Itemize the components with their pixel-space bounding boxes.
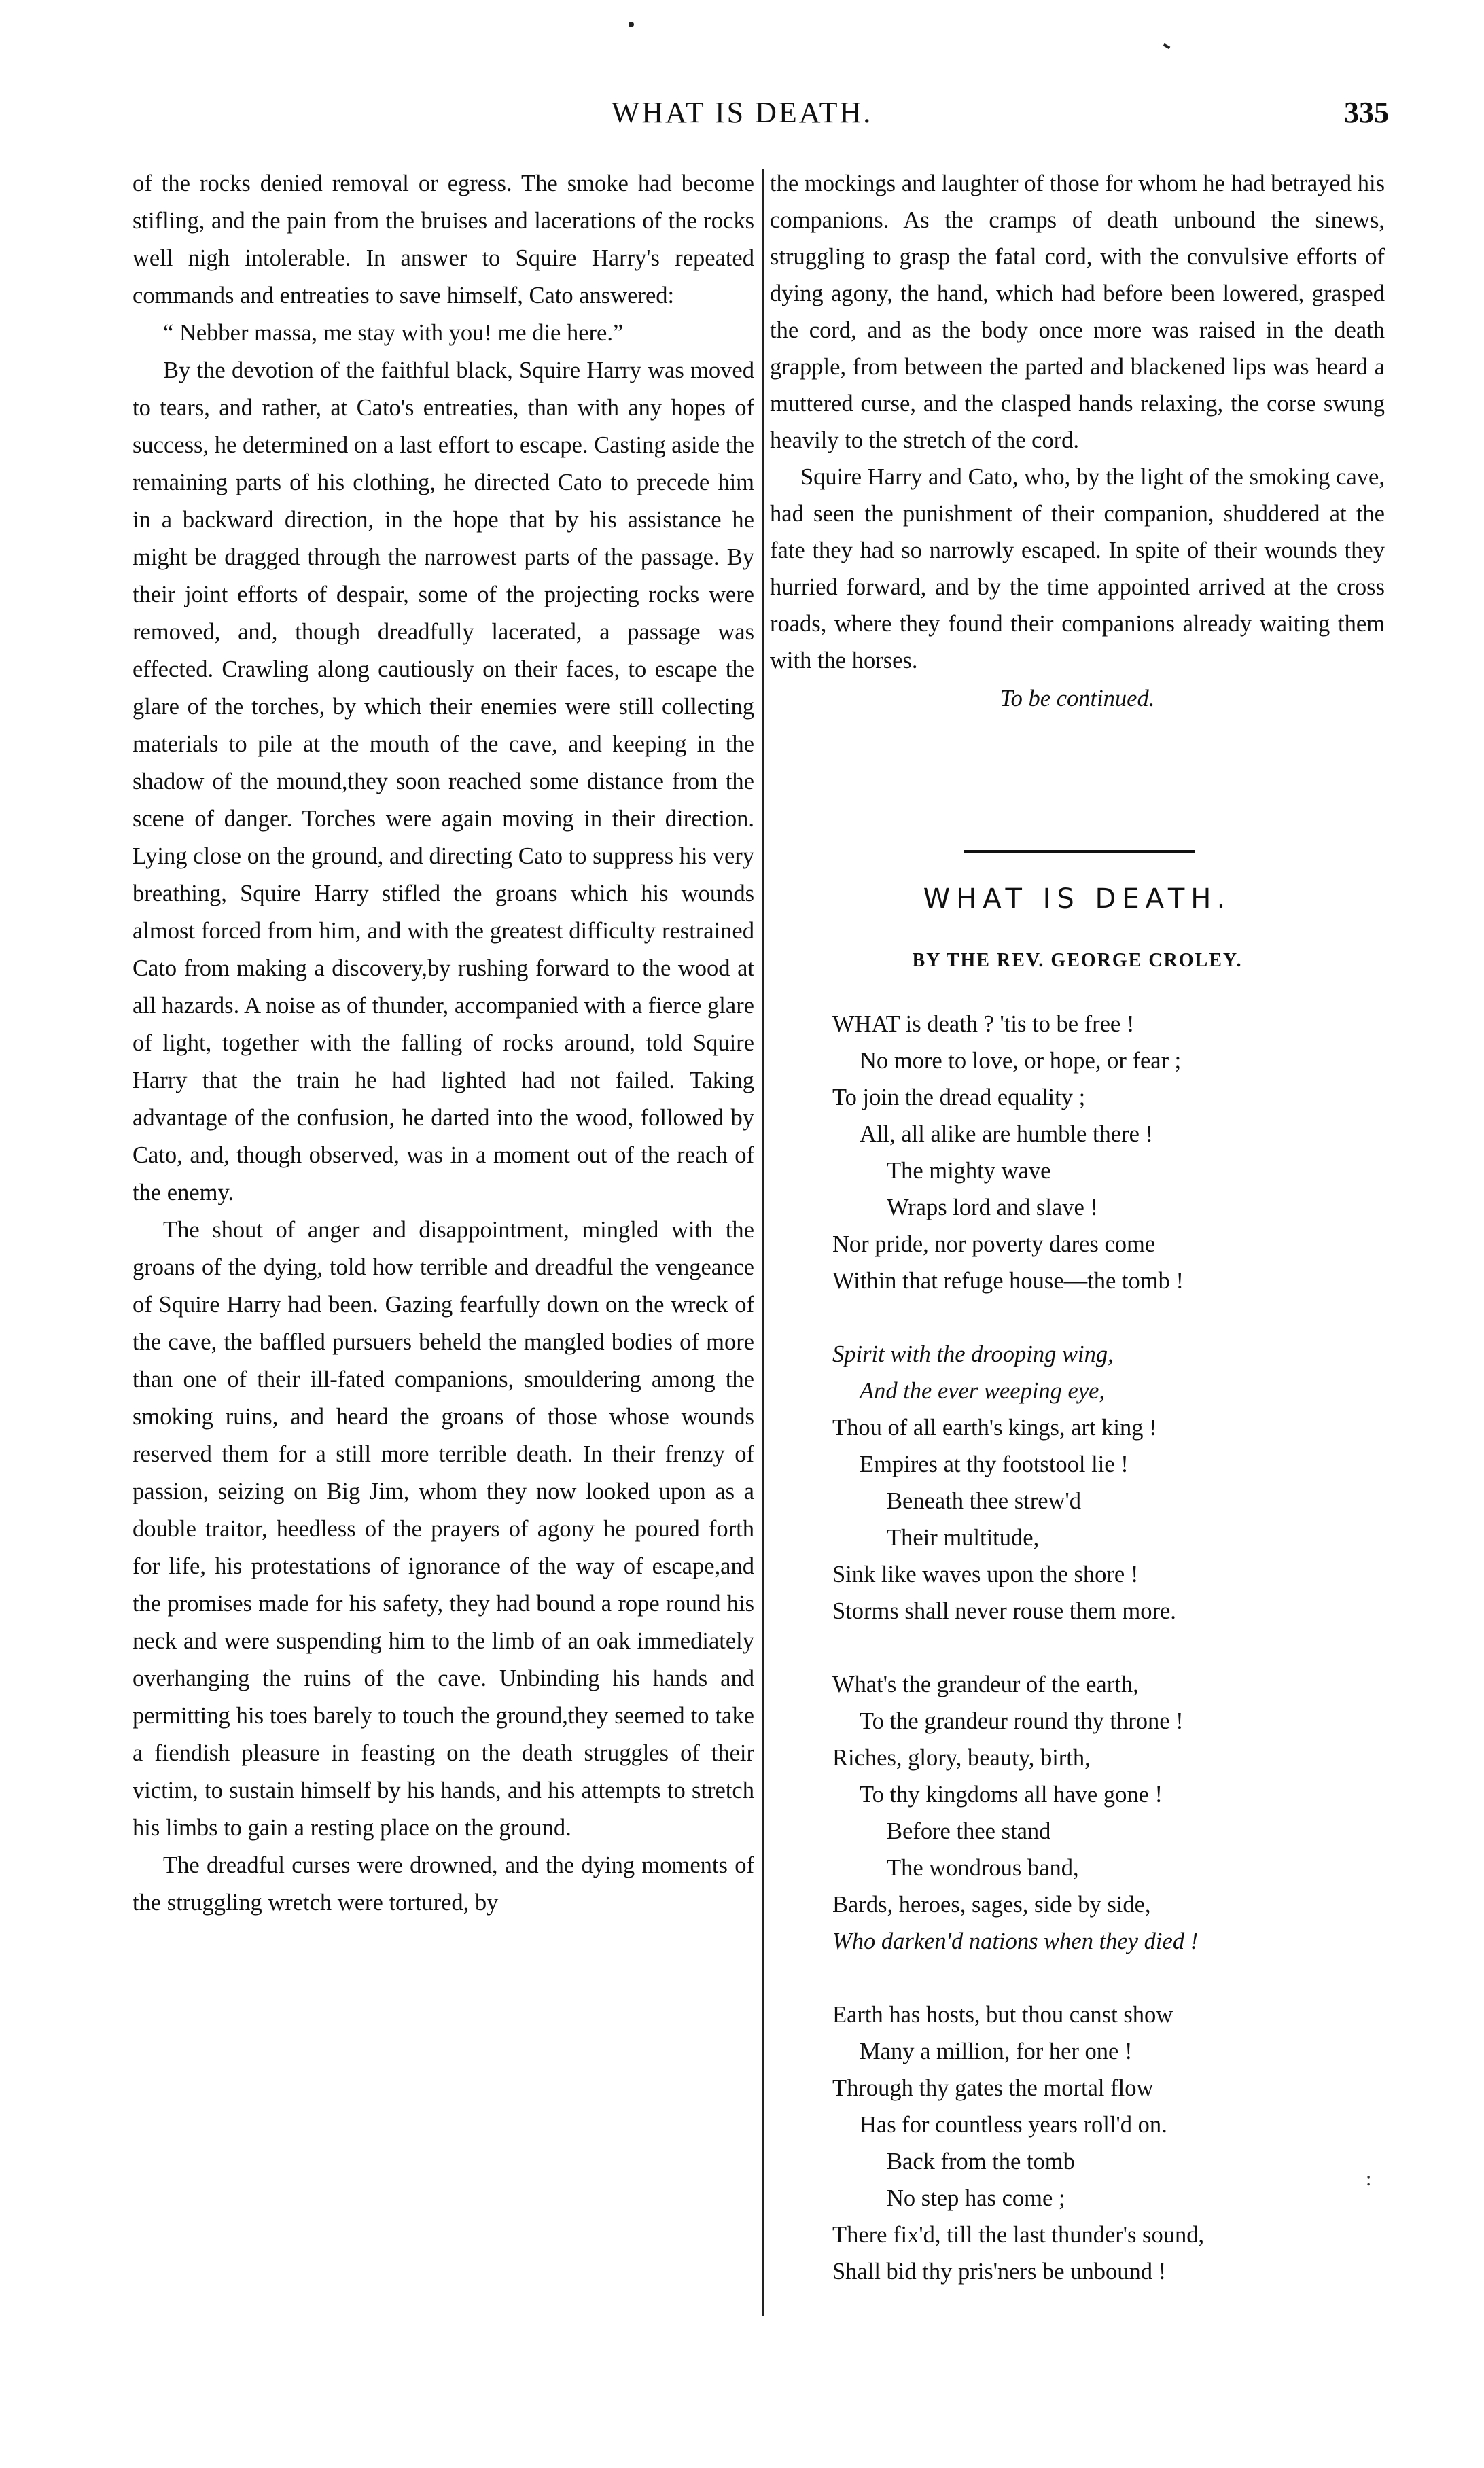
poem-line: WHAT is death ? 'tis to be free ! (832, 1011, 1135, 1037)
poem-body (832, 1006, 1390, 2327)
poem-line: Who darken'd nations when they died ! (832, 1928, 1199, 1954)
poem-line: Wraps lord and slave ! (887, 1195, 1098, 1220)
poem-stanza (832, 1336, 1390, 1629)
poem-line: The mighty wave (887, 1158, 1051, 1184)
margin-speck: : (1366, 2168, 1372, 2190)
section-rule (964, 850, 1195, 853)
to-be-continued: To be continued. (1000, 686, 1155, 711)
poem-line: All, all alike are humble there ! (860, 1121, 1154, 1147)
poem-line: Thou of all earth's kings, art king ! (832, 1415, 1157, 1441)
poem-line: To thy kingdoms all have gone ! (860, 1782, 1163, 1808)
poem-stanza (832, 1996, 1390, 2290)
paragraph: “ Nebber massa, me stay with you! me die here.” (163, 320, 624, 346)
poem-line: There fix'd, till the last thunder's sound, (832, 2222, 1205, 2248)
poem-line: Beneath thee strew'd (887, 1488, 1081, 1514)
right-column (770, 165, 1385, 717)
poem-line: Shall bid thy pris'ners be unbound ! (832, 2259, 1167, 2285)
poem-line: Riches, glory, beauty, birth, (832, 1745, 1091, 1771)
running-title: WHAT IS DEATH. (611, 96, 873, 129)
poem-line: Back from the tomb (887, 2149, 1075, 2174)
poem-line: Storms shall never rouse them more. (832, 1598, 1176, 1624)
poem-line: Through thy gates the mortal flow (832, 2075, 1154, 2101)
ink-speck (629, 22, 634, 27)
poem-line: What's the grandeur of the earth, (832, 1672, 1139, 1697)
column-divider (762, 169, 764, 2316)
paragraph: of the rocks denied removal or egress. The smoke had become stifling, and the pain from the bruises and lacerations of the rocks well nigh intolerable. In answer to Squire Harry's repeated commands and entreaties to save himself, Cato answered: (132, 171, 754, 308)
poem-line: No step has come ; (887, 2185, 1065, 2211)
poem-line: Sink like waves upon the shore ! (832, 1562, 1139, 1587)
poem-line: No more to love, or hope, or fear ; (860, 1048, 1182, 1074)
page-number: 335 (1344, 96, 1389, 129)
poem-line: Before thee stand (887, 1818, 1051, 1844)
poem-byline: BY THE REV. GEORGE CROLEY. (912, 950, 1243, 971)
poem-line: To join the dread equality ; (832, 1085, 1086, 1110)
poem-line: Nor pride, nor poverty dares come (832, 1231, 1156, 1257)
paragraph: the mockings and laughter of those for whom he had betrayed his companions. As the cramps of death unbound the sinews, struggling to grasp the fatal cord, with the convulsive efforts of dying agony, the hand, which had before been lowered, grasped the cord, and as the body once more was raised in the death grapple, from between the parted and blackened lips was heard a muttered curse, and the clasped hands relaxing, the corse swung heavily to the stretch of the cord. (770, 171, 1385, 453)
paragraph: By the devotion of the faithful black, Squire Harry was moved to tears, and rather, at Cato's entreaties, than with any hopes of success, he determined on a last effort to escape. Casting aside the remaining parts of his clothing, he directed Cato to precede him in a backward direction, in the hope that by his assistance he might be dragged through the narrowest parts of the passage. By their joint efforts of despair, some of the projecting rocks were removed, and, though dreadfully lacerated, a passage was effected. Crawling along cautiously on their faces, to escape the glare of the torches, by which their enemies were still collecting materials to pile at the mouth of the cave, and keeping in the shadow of the mound,they soon reached some distance from the scene of danger. Torches were again moving in their direction. Lying close on the ground, and directing Cato to suppress his very breathing, Squire Harry stifled the groans which his wounds almost forced from him, and with the greatest difficulty restrained Cato from making a discovery,by rushing forward to the wood at all hazards. A noise as of thunder, accompanied with a fierce glare of light, together with the falling of rocks around, told Squire Harry that the train he had lighted had not failed. Taking advantage of the confusion, he darted into the wood, followed by Cato, and, though observed, was in a moment out of the reach of the enemy. (132, 357, 754, 1205)
poem-line: Empires at thy footstool lie ! (860, 1451, 1129, 1477)
poem-title: WHAT IS DEATH. (923, 883, 1232, 915)
poem-stanza (832, 1006, 1390, 1299)
poem-line: Many a million, for her one ! (860, 2039, 1133, 2064)
poem-line: Has for countless years roll'd on. (860, 2112, 1167, 2138)
poem-line: Bards, heroes, sages, side by side, (832, 1892, 1151, 1918)
poem-line: Earth has hosts, but thou canst show (832, 2002, 1173, 2028)
poem-line: To the grandeur round thy throne ! (860, 1708, 1184, 1734)
ink-speck (1163, 43, 1171, 49)
poem-line: The wondrous band, (887, 1855, 1079, 1881)
paragraph: The dreadful curses were drowned, and the dying moments of the struggling wretch were tortured, by (132, 1852, 754, 1916)
poem-line: Within that refuge house—the tomb ! (832, 1268, 1184, 1294)
paragraph: The shout of anger and disappointment, mingled with the groans of the dying, told how terrible and dreadful the vengeance of Squire Harry had been. Gazing fearfully down on the wreck of the cave, the baffled pursuers beheld the mangled bodies of more than one of their ill-fated companions, smouldering among the smoking ruins, and heard the groans of those whose wounds reserved them for a still more terrible death. In their frenzy of passion, seizing on Big Jim, whom they now looked upon as a double traitor, heedless of the prayers of agony he poured forth for life, his protestations of ignorance of the way of escape,and the promises made for his safety, they had bound a rope round his neck and were suspending him to the limb of an oak immediately overhanging the ruins of the cave. Unbinding his hands and permitting his toes barely to touch the ground,they seemed to take a fiendish pleasure in feasting on the death struggles of their victim, to sustain himself by his hands, and his attempts to stretch his limbs to gain a resting place on the ground. (132, 1217, 754, 1841)
paragraph: Squire Harry and Cato, who, by the light of the smoking cave, had seen the punishment of their companion, shuddered at the fate they had so narrowly escaped. In spite of their wounds they hurried forward, and by the time appointed arrived at the cross roads, where they found their companions already waiting them with the horses. (770, 464, 1385, 673)
poem-line: Their multitude, (887, 1525, 1040, 1551)
poem-line: And the ever weeping eye, (860, 1378, 1106, 1404)
left-column (132, 165, 754, 1922)
poem-stanza (832, 1666, 1390, 1960)
poem-line: Spirit with the drooping wing, (832, 1341, 1114, 1367)
